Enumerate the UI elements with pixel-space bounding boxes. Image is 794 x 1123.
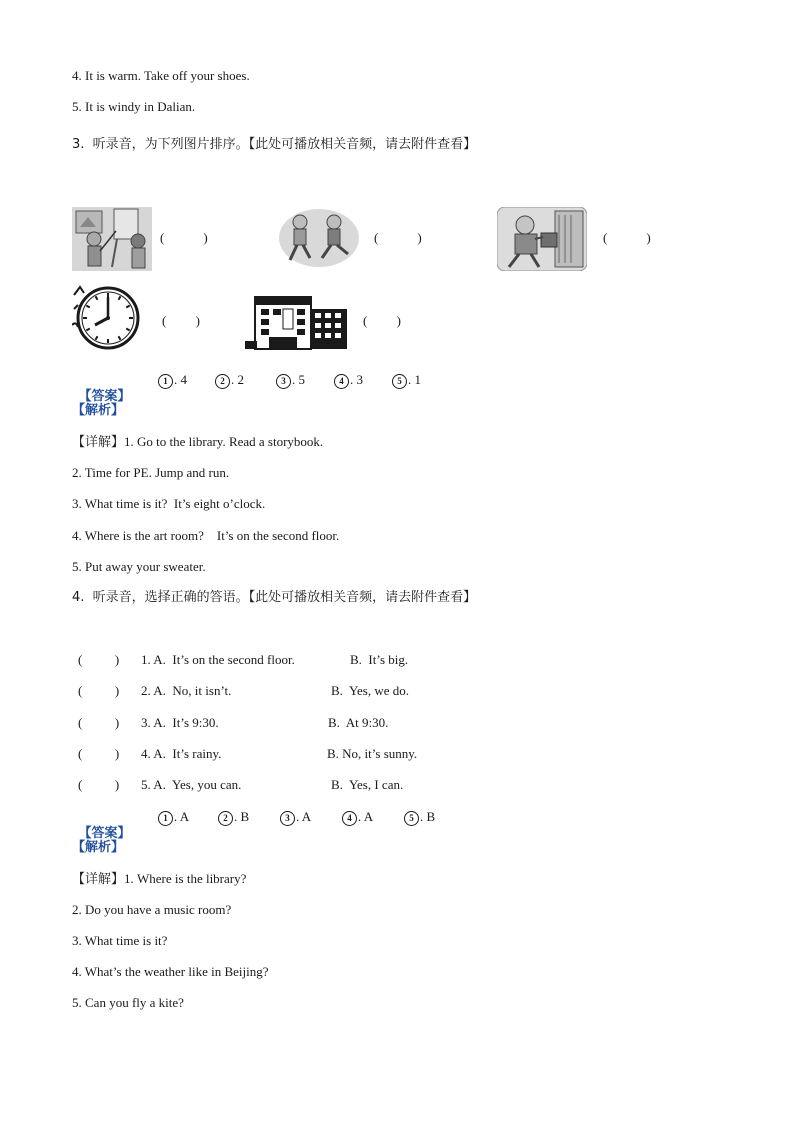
question-option-b: B. Yes, I can. bbox=[331, 777, 404, 792]
detail-line: 3. What time is it? bbox=[72, 933, 168, 948]
answer-parentheses[interactable]: ( ) bbox=[78, 777, 120, 792]
answer-parentheses[interactable]: ( ) bbox=[374, 230, 422, 245]
answer-row bbox=[72, 372, 131, 405]
detail-line: 2. Do you have a music room? bbox=[72, 902, 232, 917]
answer-parentheses[interactable]: ( ) bbox=[603, 230, 651, 245]
question-option-b: B. At 9:30. bbox=[328, 715, 389, 730]
question-3-title: 3. 听录音，为下列图片排序。【此处可播放相关音频，请去附件查看】 bbox=[72, 137, 477, 152]
detail-line: 【详解】1. Go to the library. Read a storybook. bbox=[72, 434, 324, 450]
answer-parentheses[interactable]: ( ) bbox=[160, 230, 208, 245]
answer-parentheses[interactable]: ( ) bbox=[162, 313, 200, 328]
answer-parentheses[interactable]: ( ) bbox=[78, 715, 120, 730]
detail-line: 3. What time is it? It’s eight o’clock. bbox=[72, 496, 266, 511]
answer-item: 4 . A bbox=[342, 809, 373, 826]
answer-parentheses[interactable]: ( ) bbox=[78, 683, 120, 698]
answer-parentheses[interactable]: ( ) bbox=[78, 746, 120, 761]
answer-item: 3 . A bbox=[280, 809, 311, 826]
answer-item: 2 . 2 bbox=[215, 372, 244, 389]
detail-line: 4. Where is the art room? It’s on the second floor. bbox=[72, 528, 340, 543]
answer-item: 5 . 1 bbox=[392, 372, 421, 389]
text-line: 4. It is warm. Take off your shoes. bbox=[72, 68, 250, 83]
text-line: 5. It is windy in Dalian. bbox=[72, 99, 196, 114]
answer-tag: 【答案】 bbox=[78, 389, 131, 404]
question-option-b: B. Yes, we do. bbox=[331, 683, 410, 698]
question-4-title: 4. 听录音，选择正确的答语。【此处可播放相关音频，请去附件查看】 bbox=[72, 590, 477, 605]
question-option-a: 5. A. Yes, you can. bbox=[141, 777, 242, 792]
detail-line: 5. Can you fly a kite? bbox=[72, 995, 184, 1010]
answer-item: 2 . B bbox=[218, 809, 249, 826]
detail-line: 2. Time for PE. Jump and run. bbox=[72, 465, 230, 480]
answer-item: 3 . 5 bbox=[276, 372, 305, 389]
detail-line: 【详解】1. Where is the library? bbox=[72, 871, 247, 887]
detail-line: 5. Put away your sweater. bbox=[72, 559, 206, 574]
answer-item: 4 . 3 bbox=[334, 372, 363, 389]
clock-picture bbox=[72, 281, 140, 351]
detail-line: 4. What’s the weather like in Beijing? bbox=[72, 964, 269, 979]
answer-item: 1 . A bbox=[158, 809, 189, 826]
answer-tag: 【答案】 bbox=[78, 826, 131, 841]
answer-parentheses[interactable]: ( ) bbox=[78, 652, 120, 667]
answer-item: 5 . B bbox=[404, 809, 435, 826]
question-option-b: B. No, it’s sunny. bbox=[327, 746, 418, 761]
sweater-boy-picture bbox=[497, 207, 587, 271]
analysis-tag: 【解析】 bbox=[72, 840, 125, 855]
answer-parentheses[interactable]: ( ) bbox=[363, 313, 401, 328]
question-option-b: B. It’s big. bbox=[350, 652, 409, 667]
library-building-picture bbox=[245, 291, 351, 351]
answer-item: 1 . 4 bbox=[158, 372, 187, 389]
question-option-a: 1. A. It’s on the second floor. bbox=[141, 652, 295, 667]
answer-row bbox=[72, 809, 131, 842]
question-option-a: 2. A. No, it isn’t. bbox=[141, 683, 232, 698]
painting-class-picture bbox=[72, 207, 152, 271]
question-option-a: 3. A. It’s 9:30. bbox=[141, 715, 219, 730]
analysis-tag: 【解析】 bbox=[72, 403, 125, 418]
question-option-a: 4. A. It’s rainy. bbox=[141, 746, 222, 761]
running-kids-picture bbox=[278, 208, 360, 268]
